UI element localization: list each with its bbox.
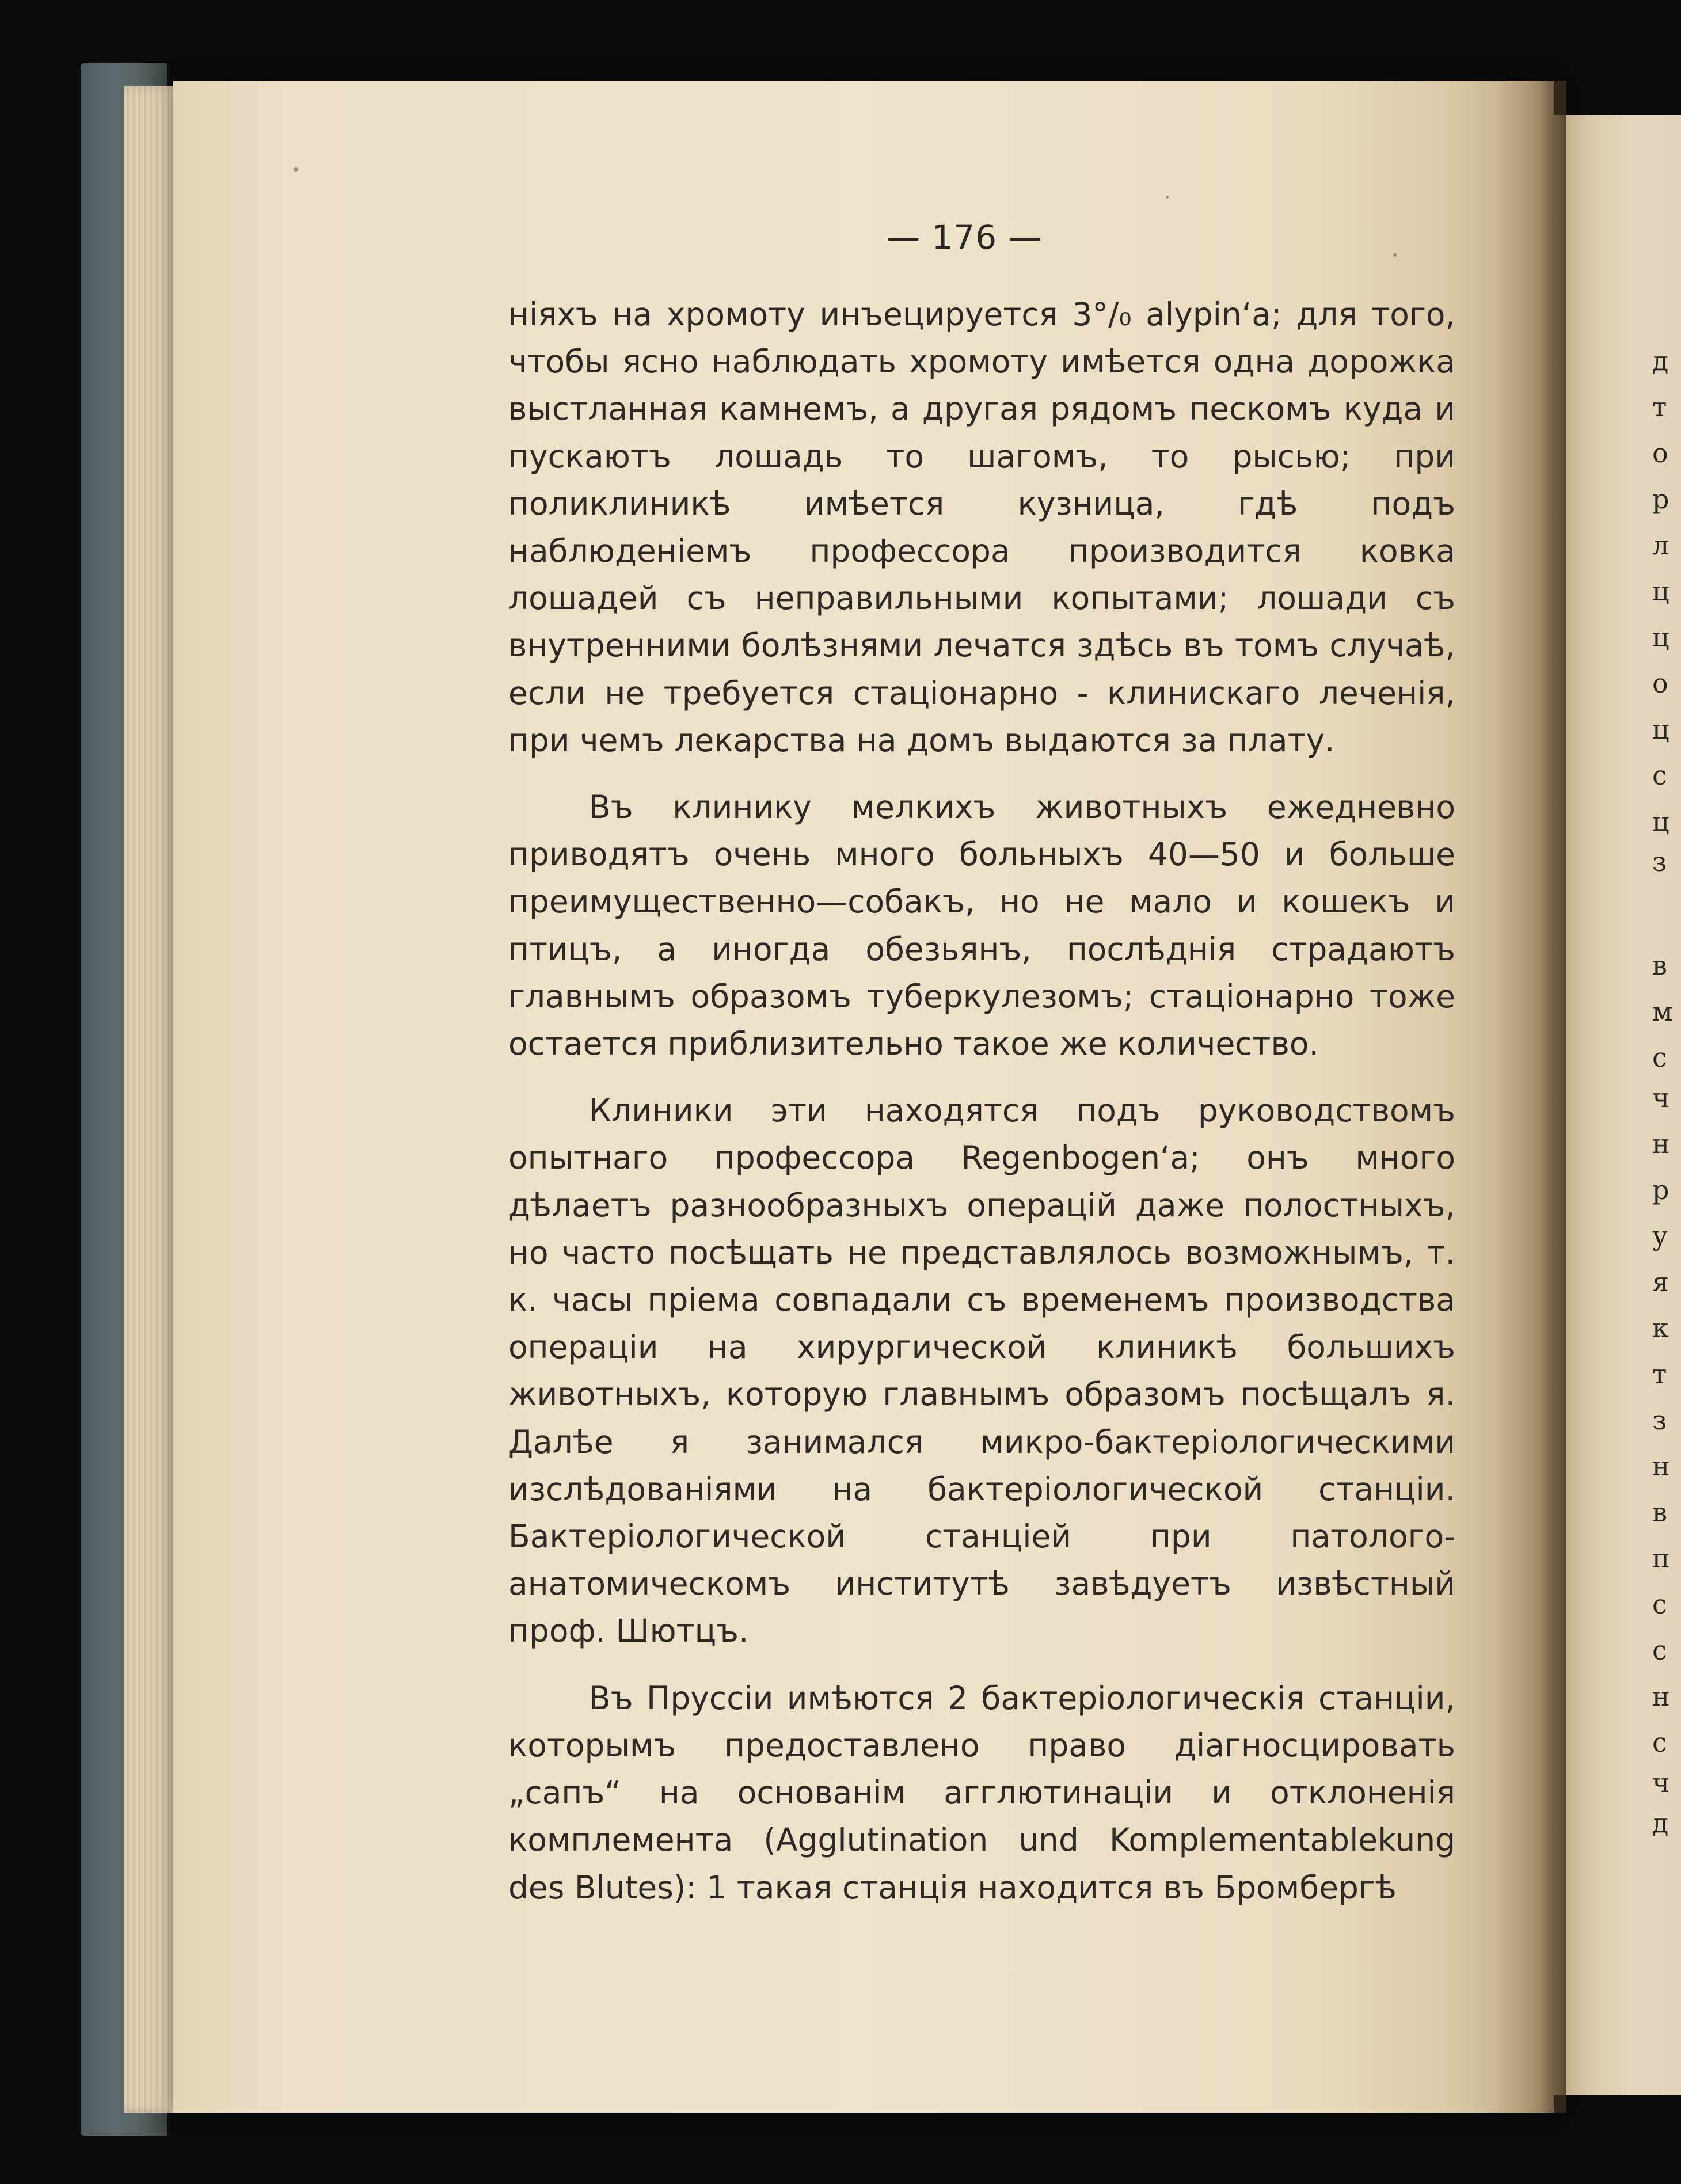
- right-page-letter: с: [1652, 1635, 1667, 1666]
- right-page-letter: л: [1652, 530, 1669, 561]
- right-page-letter: ц: [1652, 576, 1669, 607]
- right-page-letter: д: [1652, 345, 1669, 376]
- right-page-letter: з: [1652, 846, 1667, 877]
- page-speck: [294, 167, 298, 172]
- paragraph: Въ Пруссіи имѣются 2 бактеріологическія станціи, которымъ предоставлено право діагносцировать „сапъ“ на основанім агглютинаціи и отклоненія комплемента (Agglutination und Komplementablekung des Blutes): 1 такая станція находится въ Бромбергѣ: [508, 1679, 1455, 1906]
- right-page-letter: д: [1652, 1808, 1669, 1839]
- page-speck: [1166, 196, 1169, 199]
- right-page-letter: ч: [1652, 1082, 1670, 1113]
- right-page-letter: ц: [1652, 622, 1669, 653]
- right-page-letter: ц: [1652, 714, 1669, 745]
- paragraph: ніяхъ на хромоту инъецируется 3°/₀ alypin‘a; для того, чтобы ясно наблюдать хромоту имѣется одна дорожка выстланная камнемъ, а другая рядомъ пескомъ куда и пускаютъ лошадь то шагомъ, то рысью; при поликлиникѣ имѣется кузница, гдѣ подъ наблюденіемъ профессора производится ковка лошадей съ неправильными копытами; лошади съ внутренними болѣзнями лечатся здѣсь въ томъ случаѣ, если не требуется стаціонарно - клинискаго леченія, при чемъ лекарства на домъ выдаются за плату.: [508, 296, 1455, 759]
- right-page-letter: о: [1652, 437, 1668, 469]
- right-page-letter: р: [1652, 1174, 1669, 1205]
- paragraph: Въ клинику мелкихъ животныхъ ежедневно приводятъ очень много больныхъ 40—50 и больше преимущественно—собакъ, но не мало и кошекъ и птицъ, а иногда обезьянъ, послѣднія страдаютъ главнымъ образомъ туберкулезомъ; стаціонарно тоже остается приблизительно такое же количество.: [508, 789, 1455, 1063]
- right-page-letter: у: [1652, 1220, 1668, 1251]
- right-page-letter: ц: [1652, 806, 1669, 837]
- right-page-letter: в: [1652, 950, 1667, 981]
- right-page-letter: с: [1652, 1042, 1667, 1073]
- page-number: — 176 —: [887, 218, 1043, 257]
- right-page-letter: н: [1652, 1681, 1670, 1712]
- right-page-letter: в: [1652, 1497, 1667, 1528]
- right-page-letter: н: [1652, 1451, 1670, 1482]
- right-page-letter: м: [1652, 996, 1673, 1027]
- right-page-letter: с: [1652, 760, 1667, 791]
- right-page-letter: т: [1652, 1359, 1667, 1390]
- right-page-letter: р: [1652, 484, 1669, 515]
- right-page-letter: с: [1652, 1727, 1667, 1758]
- paragraph: Клиники эти находятся подъ руководствомъ опытнаго профессора Regenbogen‘a; онъ много дѣлаетъ разнообразныхъ операцій даже полостныхъ, но часто посѣщать не представлялось возможнымъ, т. к. часы пріема совпадали съ временемъ производства операціи на хирургической клиникѣ большихъ животныхъ, которую главнымъ образомъ посѣщалъ я. Далѣе я занимался микро-бактеріологическими изслѣдованіями на бактеріологической станціи. Бактеріологической станціей при патолого-анатомическомъ институтѣ завѣдуетъ извѣстный проф. Шютцъ.: [508, 1092, 1455, 1650]
- page-speck: [1393, 253, 1397, 257]
- right-page-letter: я: [1652, 1266, 1669, 1298]
- right-page-letter: ч: [1652, 1767, 1670, 1798]
- page-body-text: [508, 291, 1455, 1931]
- right-page-letter: к: [1652, 1312, 1669, 1344]
- right-page-letter: с: [1652, 1589, 1667, 1620]
- right-page-letter: н: [1652, 1128, 1670, 1159]
- right-page-letter: т: [1652, 391, 1667, 423]
- gutter-shadow: [1497, 81, 1566, 2113]
- right-page-letter: п: [1652, 1543, 1670, 1574]
- right-page-text-fragments: [1652, 0, 1681, 2184]
- right-page-letter: з: [1652, 1405, 1667, 1436]
- right-page-letter: о: [1652, 668, 1668, 699]
